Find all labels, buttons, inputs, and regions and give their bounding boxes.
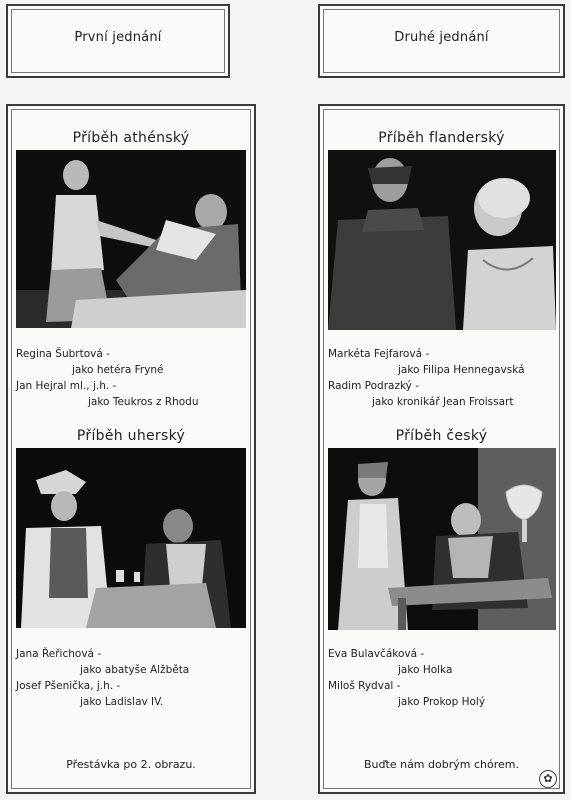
cast-role: jako abatyše Alžběta [80, 664, 190, 676]
right-program-panel [318, 104, 565, 794]
photo-athens-scene [16, 150, 246, 328]
left-act-title: První jednání [74, 30, 162, 45]
cast-role: jako kronikář Jean Froissart [372, 396, 514, 408]
closing-note: Buďte nám dobrým chórem. [364, 758, 519, 771]
cast-list-hungary [16, 646, 252, 710]
cast-actor: Miloš Rydval - [328, 680, 401, 692]
flower-ornament-icon: ✿ [539, 770, 557, 788]
cast-actor: Jana Řeřichová - [16, 648, 102, 660]
cast-role: jako Prokop Holý [398, 696, 486, 708]
right-act-title: Druhé jednání [394, 30, 489, 45]
cast-actor: Radim Podrazký - [328, 380, 420, 392]
cast-list-czech [328, 646, 560, 710]
photo-czech-scene [328, 448, 556, 630]
cast-list-flanders [328, 346, 560, 410]
cast-actor: Josef Pšenička, j.h. - [16, 680, 121, 692]
cast-role: jako hetéra Fryné [72, 364, 164, 376]
cast-actor: Markéta Fejfarová - [328, 348, 430, 360]
cast-role: jako Holka [398, 664, 453, 676]
right-header-box [318, 4, 565, 78]
cast-role: jako Filipa Hennegavská [398, 364, 525, 376]
left-program-panel [6, 104, 256, 794]
photo-hungary-scene [16, 448, 246, 628]
story-title-czech: Příběh český [395, 428, 488, 444]
bleed-through-text [230, 30, 235, 46]
photo-flanders-scene [328, 150, 556, 330]
story-title-hungary: Příběh uherský [76, 428, 186, 444]
cast-role: jako Ladislav IV. [80, 696, 164, 708]
cast-role: jako Teukros z Rhodu [88, 396, 199, 408]
left-header-box [6, 4, 230, 78]
cast-actor: Eva Bulavčáková - [328, 648, 425, 660]
cast-actor: Jan Hejral ml., j.h. - [16, 380, 117, 392]
intermission-note: Přestávka po 2. obrazu. [66, 758, 196, 771]
cast-actor: Regina Šubrtová - [16, 348, 110, 360]
cast-list-athens [16, 346, 252, 410]
story-title-flanders: Příběh flanderský [378, 130, 505, 146]
story-title-athens: Příběh athénský [72, 130, 190, 146]
